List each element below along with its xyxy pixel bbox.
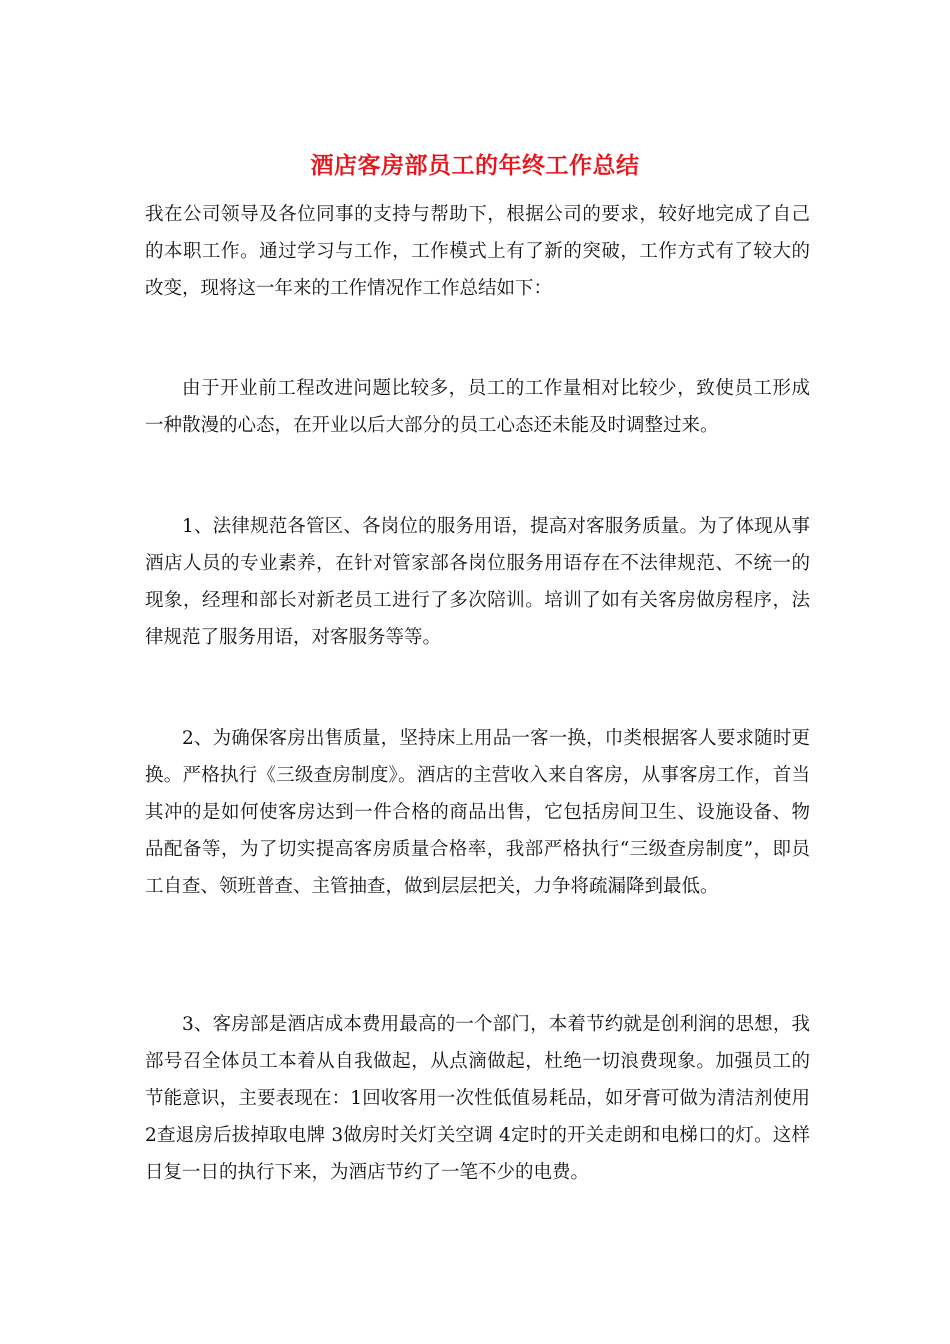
paragraph-item-1: 1、法律规范各管区、各岗位的服务用语，提高对客服务质量。为了体现从事酒店人员的专业素养，在针对管家部各岗位服务用语存在不法律规范、不统一的现象，经理和部长对新老员工进行了多次陪训。培训了如有关客房做房程序，法律规范了服务用语，对客服务等等。 [145,516,810,648]
document-title: 酒店客房部员工的年终工作总结 [310,152,640,179]
paragraph-intro: 我在公司领导及各位同事的支持与帮助下，根据公司的要求，较好地完成了自己的本职工作。通过学习与工作，工作模式上有了新的突破，工作方式有了较大的改变，现将这一年来的工作情况作工作总结如下： [145,204,810,299]
paragraph-item-2: 2、为确保客房出售质量，坚持床上用品一客一换，巾类根据客人要求随时更换。严格执行《三级查房制度》。酒店的主营收入来自客房，从事客房工作，首当其冲的是如何使客房达到一件合格的商品出售，它包括房间卫生、设施设备、物品配备等，为了切实提高客房质量合格率，我部严格执行“三级查房制度”，即员工自查、领班普查、主管抽查，做到层层把关，力争将疏漏降到最低。 [145,728,810,897]
paragraph-item-3: 3、客房部是酒店成本费用最高的一个部门，本着节约就是创利润的思想，我部号召全体员工本着从自我做起，从点滴做起，杜绝一切浪费现象。加强员工的节能意识，主要表现在：1回收客用一次性低值易耗品，如牙膏可做为清洁剂使用 2查退房后拔掉取电牌 3做房时关灯关空调 4定时的开关走朗和电梯口的灯。这样日复一日的执行下来，为酒店节约了一笔不少的电费。 [145,1014,810,1183]
paragraph-1: 由于开业前工程改进问题比较多，员工的工作量相对比较少，致使员工形成一种散漫的心态，在开业以后大部分的员工心态还未能及时调整过来。 [145,378,810,436]
